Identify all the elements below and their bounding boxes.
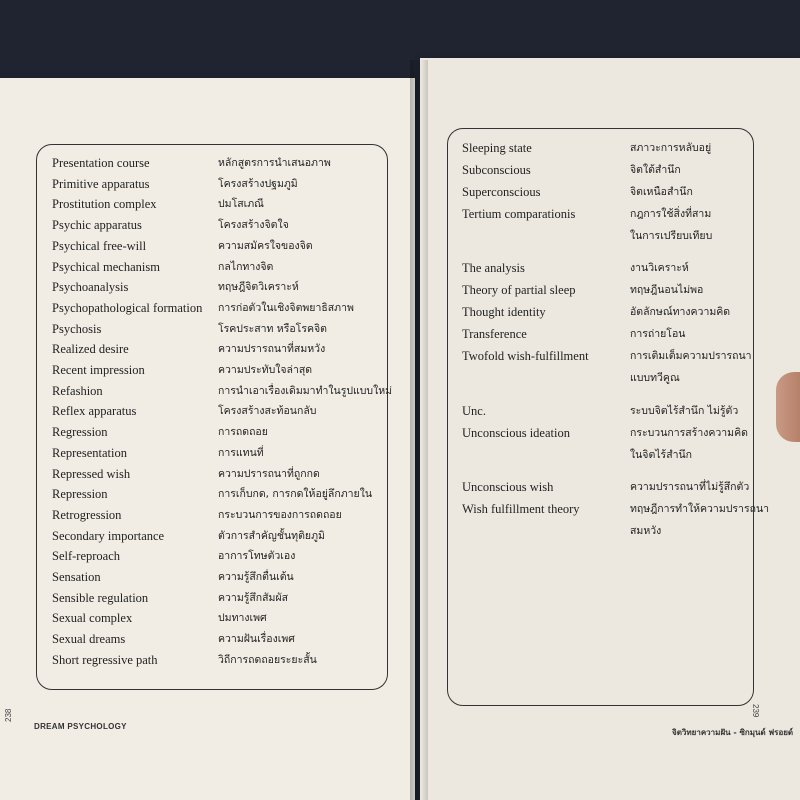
glossary-term: Tertium comparationis <box>462 206 576 221</box>
glossary-translation: จิตใต้สำนึก <box>630 163 681 176</box>
page-number-left: 238 <box>4 708 13 722</box>
glossary-translation: อาการโทษตัวเอง <box>218 550 296 563</box>
glossary-translation: ระบบจิตไร้สำนึก ไม่รู้ตัว <box>630 404 739 417</box>
glossary-translation: การถ่ายโอน <box>630 328 686 341</box>
glossary-term: Wish fulfillment theory <box>462 502 580 517</box>
glossary-translation: ตัวการสำคัญชั้นทุติยภูมิ <box>218 529 325 542</box>
glossary-translation: ทฤษฎีการทำให้ความปรารถนา <box>630 503 770 516</box>
glossary-term: Twofold wish-fulfillment <box>462 349 589 364</box>
glossary-term: Secondary importance <box>52 528 165 543</box>
glossary-term: Psychopathological formation <box>52 300 203 315</box>
glossary-term: Psychical free-will <box>52 238 147 253</box>
glossary-translation: ในจิตไร้สำนึก <box>630 448 693 461</box>
glossary-translation: ความรู้สึกสัมผัส <box>218 591 289 604</box>
glossary-term: Psychosis <box>52 321 102 336</box>
glossary-translation: ปมโสเภณี <box>218 198 264 211</box>
glossary-translation: ความสมัครใจของจิต <box>218 239 313 252</box>
glossary-term: Sexual dreams <box>52 632 126 647</box>
glossary-translation: ความปรารถนาที่ไม่รู้สึกตัว <box>630 481 750 494</box>
glossary-translation: อัตลักษณ์ทางความคิด <box>630 306 731 319</box>
page-number-right: 239 <box>751 704 760 718</box>
glossary-translation: โครงสร้างสะท้อนกลับ <box>218 405 317 418</box>
glossary-translation: จิตเหนือสำนึก <box>630 185 693 198</box>
glossary-term: Sensation <box>52 570 101 584</box>
running-footer-right: จิตวิทยาความฝัน - ซิกมุนด์ ฟรอยด์ <box>672 728 794 737</box>
glossary-term: Recent impression <box>52 363 145 377</box>
glossary-term: Sleeping state <box>462 141 532 155</box>
glossary-translation: แบบทวีคูณ <box>630 371 680 384</box>
glossary-term: Primitive apparatus <box>52 176 150 191</box>
glossary-translation: ความประทับใจล่าสุด <box>218 364 313 376</box>
glossary-term: Presentation course <box>52 156 150 170</box>
glossary-term: Reflex apparatus <box>52 404 137 419</box>
glossary-term: Representation <box>52 445 127 460</box>
glossary-translation: การถดถอย <box>218 426 268 439</box>
glossary-translation: วิถีการถดถอยระยะสั้น <box>218 653 317 666</box>
glossary-term: Sensible regulation <box>52 590 149 605</box>
glossary-term: Thought identity <box>462 305 546 320</box>
glossary-term: Prostitution complex <box>52 197 157 212</box>
glossary-translation: การเก็บกด, การกดให้อยู่ลึกภายใน <box>218 488 372 501</box>
glossary-translation: สมหวัง <box>630 525 662 538</box>
glossary-term: Short regressive path <box>52 652 158 667</box>
glossary-translation: การแทนที่ <box>218 446 264 459</box>
glossary-translation: ทฤษฎีนอนไม่พอ <box>630 284 704 297</box>
glossary-term: Superconscious <box>462 184 541 199</box>
glossary-term: Unc. <box>462 403 486 418</box>
glossary-translation: งานวิเคราะห์ <box>630 262 689 275</box>
glossary-term: Sexual complex <box>52 611 133 626</box>
glossary-term: Psychical mechanism <box>52 259 160 274</box>
glossary-term: Psychic apparatus <box>52 218 142 233</box>
glossary-translation: ทฤษฎีจิตวิเคราะห์ <box>218 281 299 294</box>
reader-thumb <box>776 372 800 442</box>
glossary-term: Repressed wish <box>52 466 131 481</box>
glossary-translation: กระบวนการสร้างความคิด <box>630 426 748 439</box>
glossary-translation: กลไกทางจิต <box>218 260 274 273</box>
glossary-translation: ความรู้สึกตื่นเต้น <box>218 571 294 583</box>
glossary-translation: ความปรารถนาที่ถูกกด <box>218 467 320 480</box>
book-gutter <box>410 60 428 800</box>
glossary-translation: การก่อตัวในเชิงจิตพยาธิสภาพ <box>218 301 354 314</box>
glossary-term: Unconscious ideation <box>462 425 570 440</box>
glossary-term: Self-reproach <box>52 549 121 564</box>
glossary-translation: สภาวะการหลับอยู่ <box>630 142 712 154</box>
glossary-term: Unconscious wish <box>462 480 554 495</box>
glossary-translation: โครงสร้างจิตใจ <box>218 219 289 232</box>
glossary-translation: หลักสูตรการนำเสนอภาพ <box>218 157 331 169</box>
glossary-term: Psychoanalysis <box>52 280 129 295</box>
glossary-term: Regression <box>52 425 108 440</box>
glossary-term: The analysis <box>462 261 525 276</box>
glossary-term: Theory of partial sleep <box>462 283 576 298</box>
glossary-translation: โรคประสาท หรือโรคจิต <box>218 322 327 335</box>
running-footer-left: DREAM PSYCHOLOGY <box>34 722 127 731</box>
glossary-translation: ความฝันเรื่องเพศ <box>218 633 295 646</box>
glossary-translation: การเติมเต็มความปรารถนา <box>630 350 752 363</box>
glossary-translation: ปมทางเพศ <box>218 612 267 625</box>
glossary-term: Transference <box>462 327 527 342</box>
glossary-translation: กฎการใช้สิ่งที่สาม <box>630 207 712 220</box>
glossary-term: Repression <box>52 487 108 502</box>
glossary-translation: โครงสร้างปฐมภูมิ <box>218 177 298 190</box>
glossary-term: Subconscious <box>462 162 531 177</box>
glossary-translation: การนำเอาเรื่องเดิมมาทำในรูปแบบใหม่ <box>218 384 393 397</box>
glossary-term: Retrogression <box>52 507 122 522</box>
glossary-translation: ความปรารถนาที่สมหวัง <box>218 343 326 356</box>
glossary-term: Realized desire <box>52 342 129 357</box>
glossary-translation: กระบวนการของการถดถอย <box>218 508 342 521</box>
glossary-term: Refashion <box>52 383 103 398</box>
glossary-translation: ในการเปรียบเทียบ <box>630 229 713 242</box>
